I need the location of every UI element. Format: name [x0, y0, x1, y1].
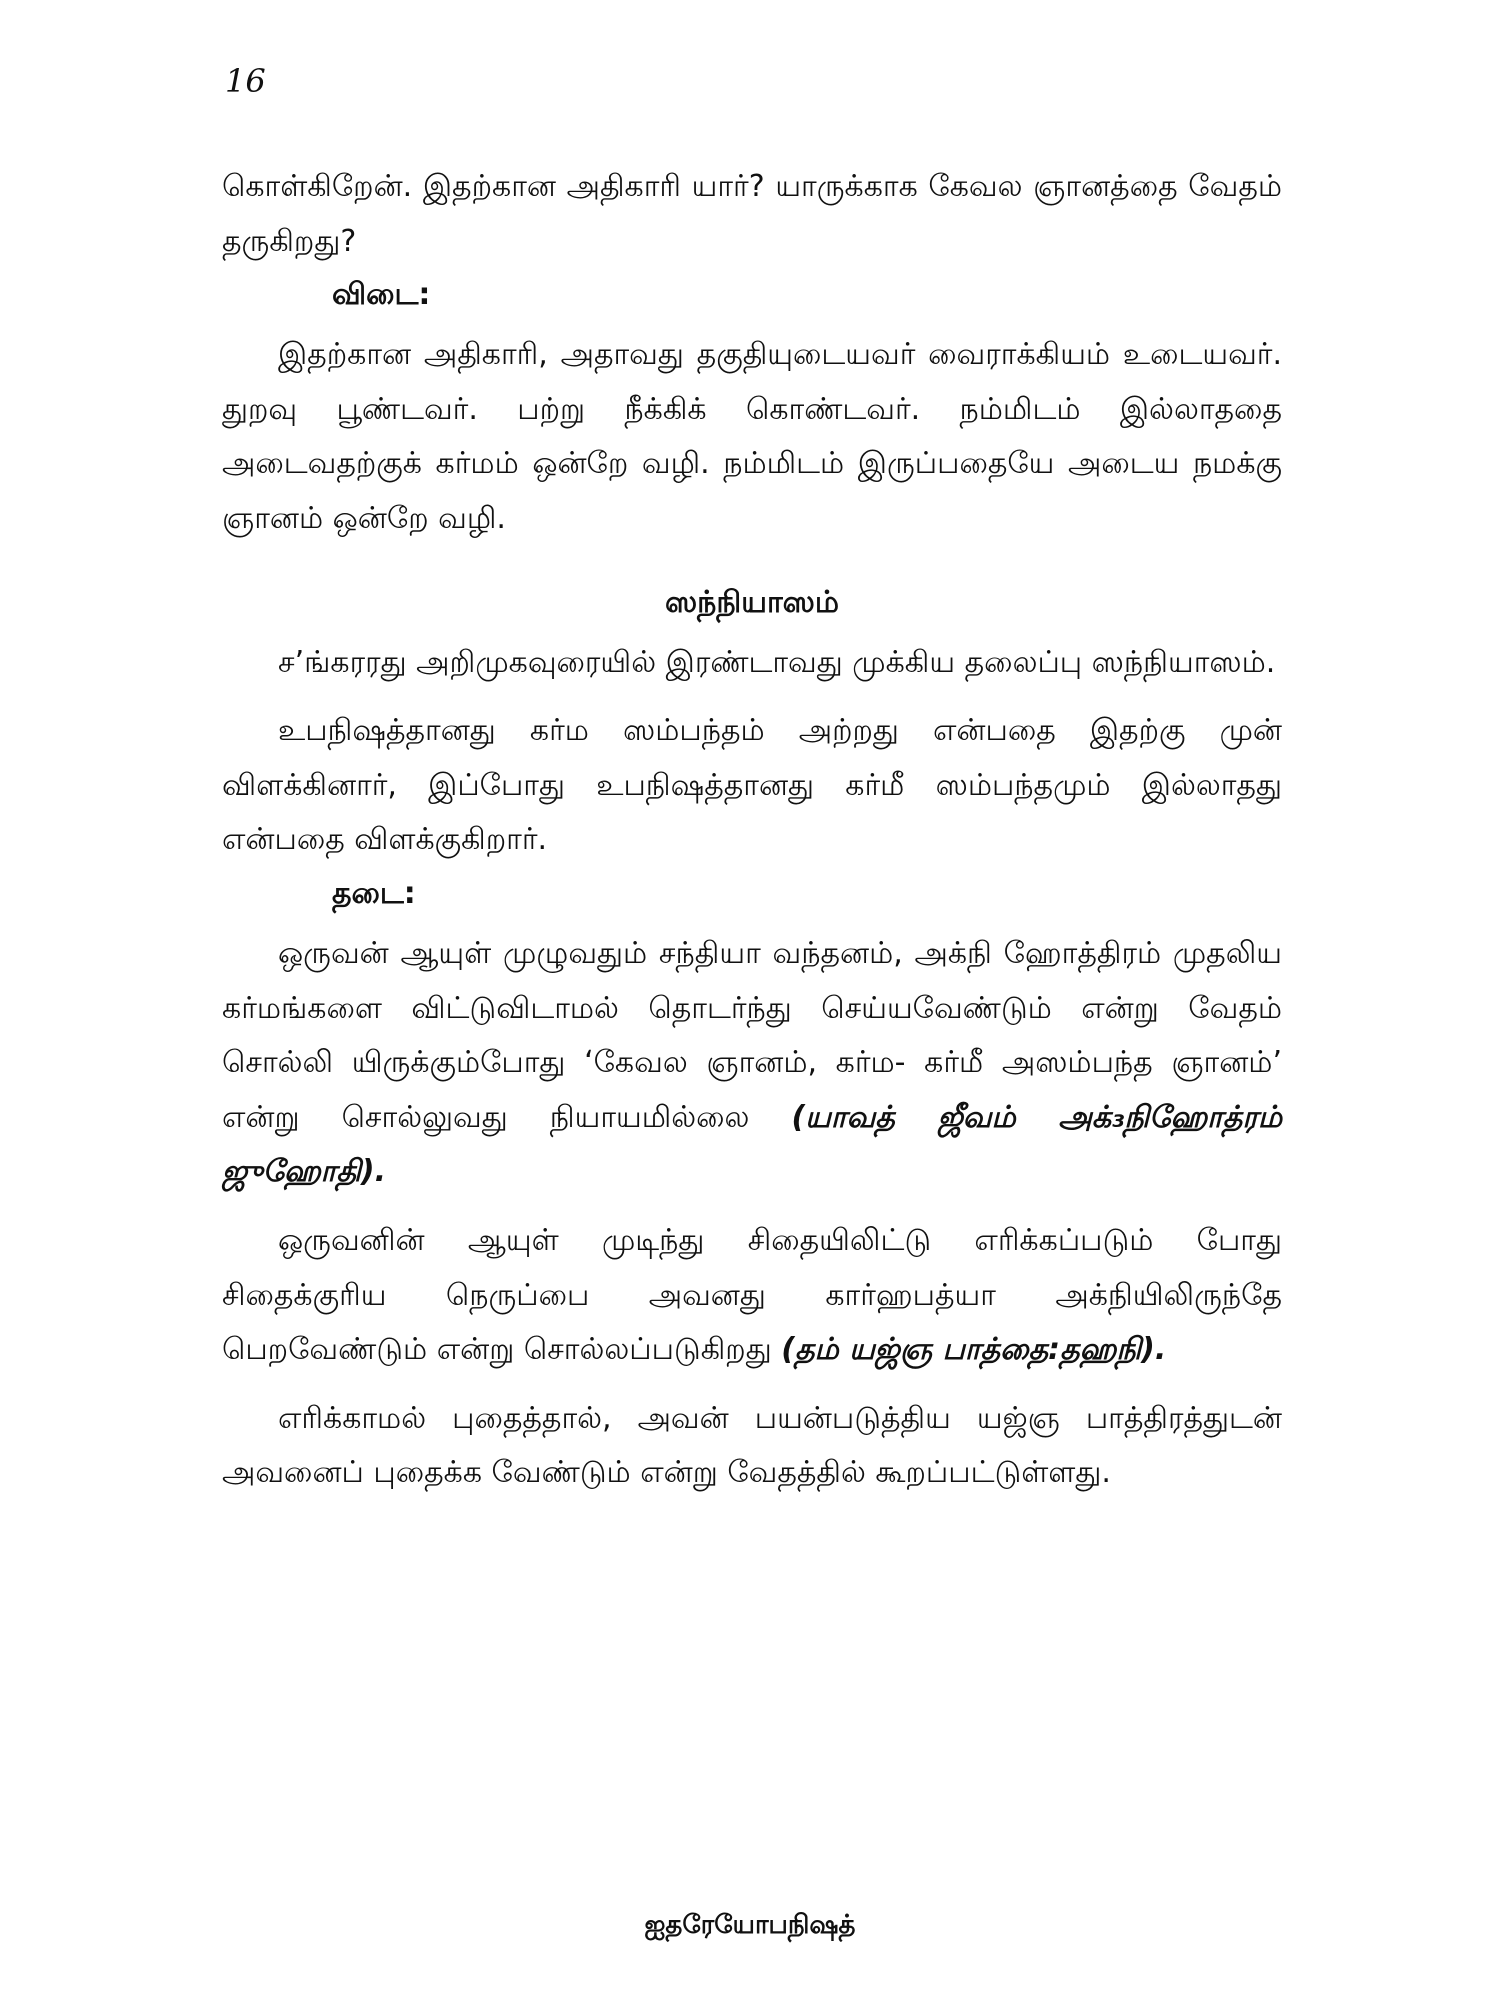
cremation-text: ஒருவனின் ஆயுள் முடிந்து சிதையிலிட்டு எரிக்கப்படும் போது சிதைக்குரிய நெருப்பை அவனது கார்ஹபத்யா அக்நியிலிருந்தே பெறவேண்டும் என்று சொல்லப்படுகிறது [222, 1222, 1282, 1368]
paragraph-question: கொள்கிறேன். இதற்கான அதிகாரி யார்? யாருக்காக கேவல ஞானத்தை வேதம் தருகிறது? [222, 169, 1282, 259]
paragraph-answer: இதற்கான அதிகாரி, அதாவது தகுதியுடையவர் வைராக்கியம் உடையவர். துறவு பூண்டவர். பற்று நீக்கிக் கொண்டவர். நம்மிடம் இல்லாததை அடைவதற்குக் கர்மம் ஒன்றே வழி. நம்மிடம் இருப்பதையே அடைய நமக்கு ஞானம் ஒன்றே வழி. [222, 337, 1283, 536]
label-answer: விடை: [332, 277, 431, 313]
paragraph-objection [222, 927, 1282, 1200]
paragraph-intro: ச’ங்கரரது அறிமுகவுரையில் இரண்டாவது முக்கிய தலைப்பு ஸந்நியாஸம். [278, 644, 1276, 680]
paragraph-burial: எரிக்காமல் புதைத்தால், அவன் பயன்படுத்திய யஜ்ஞ பாத்திரத்துடன் அவனைப் புதைக்க வேண்டும் என்று வேதத்தில் கூறப்பட்டுள்ளது. [222, 1400, 1282, 1491]
section-heading: ஸந்நியாஸம் [664, 584, 840, 620]
paragraph-cremation [222, 1214, 1282, 1378]
page-number: 16 [225, 62, 266, 100]
objection-text: ஒருவன் ஆயுள் முழுவதும் சந்தியா வந்தனம், அக்நி ஹோத்திரம் முதலிய கர்மங்களை விட்டுவிடாமல் தொடர்ந்து செய்யவேண்டும் என்று வேதம் சொல்லி யிருக்கும்போது ‘கேவல ஞானம், கர்ம- கர்மீ அஸம்பந்த ஞானம்’ என்று சொல்லுவது நியாயமில்லை [222, 935, 1282, 1135]
label-objection: தடை: [332, 875, 416, 911]
paragraph-upanishad: உபநிஷத்தானது கர்ம ஸம்பந்தம் அற்றது என்பதை இதற்கு முன் விளக்கினார், இப்போது உபநிஷத்தானது கர்மீ ஸம்பந்தமும் இல்லாதது என்பதை விளக்குகிறார். [222, 713, 1282, 858]
page-body [222, 160, 1282, 1501]
objection-reference: (யாவத் ஜீவம் அக்₃நிஹோத்ரம் ஜுஹோதி). [222, 1099, 1282, 1190]
running-footer: ஐதரேயோபநிஷத் [644, 1910, 856, 1940]
cremation-reference: (தம் யஜ்ஞ பாத்தை:தஹநி). [781, 1332, 1167, 1368]
